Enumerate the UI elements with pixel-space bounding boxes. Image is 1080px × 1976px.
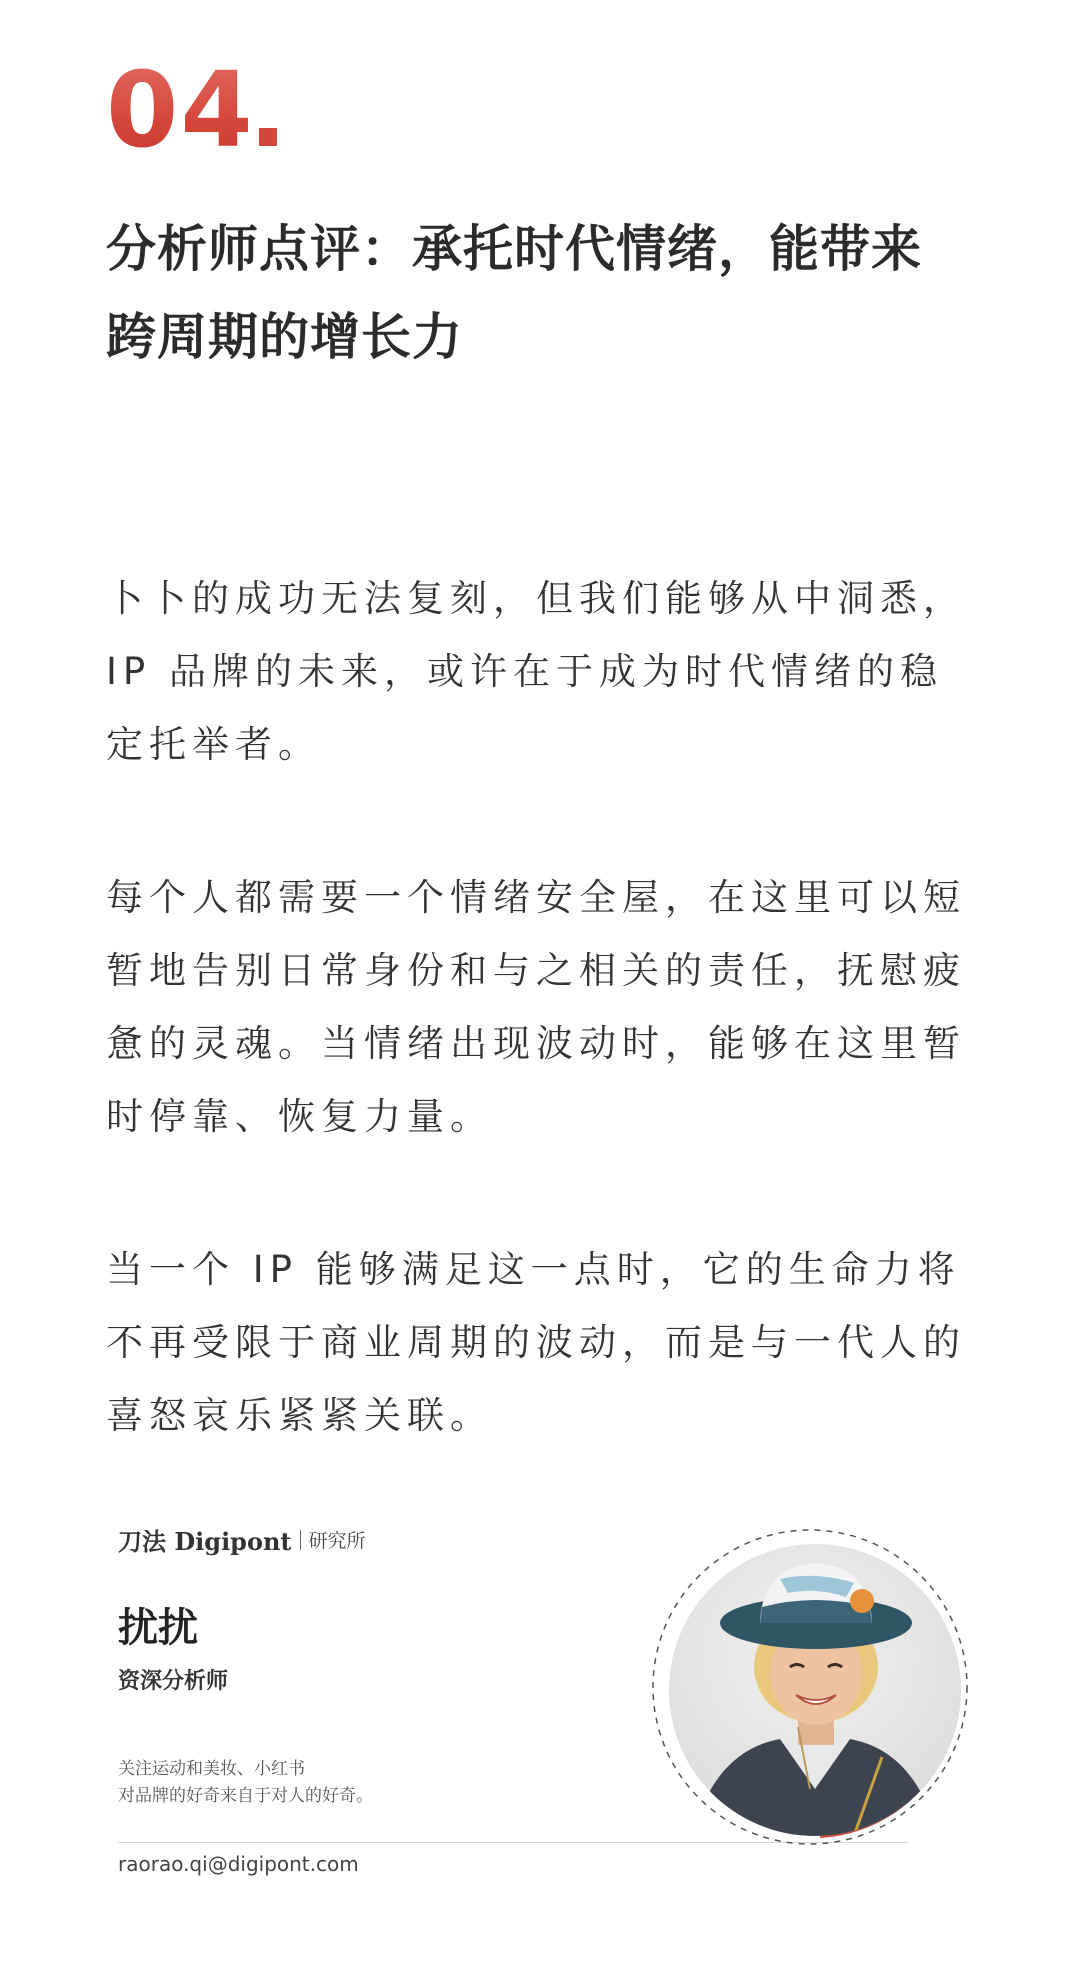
paragraph-line: 定托举者。 <box>106 723 321 766</box>
org-brand: 刀法 Digipont <box>118 1527 292 1556</box>
author-avatar <box>650 1527 970 1847</box>
avatar-illustration <box>650 1527 970 1847</box>
paragraph-line: 惫的灵魂。当情绪出现波动时，能够在这里暂 <box>106 1022 966 1065</box>
org-logo <box>118 1522 366 1557</box>
author-bio <box>118 1756 373 1810</box>
paragraph-line: 卜卜的成功无法复刻，但我们能够从中洞悉， <box>106 577 966 620</box>
author-role: 资深分析师 <box>118 1669 229 1694</box>
paragraph-line: 时停靠、恢复力量。 <box>106 1095 493 1138</box>
section-number-dot <box>259 128 277 146</box>
section-heading <box>106 205 986 381</box>
paragraph-1 <box>106 562 986 781</box>
paragraph-line: 不再受限于商业周期的波动，而是与一代人的 <box>106 1321 966 1364</box>
paragraph-line: IP 品牌的未来，或许在于成为时代情绪的稳 <box>106 650 943 693</box>
bio-line: 关注运动和美妆、小红书 <box>118 1759 305 1779</box>
heading-line: 分析师点评：承托时代情绪，能带来 <box>106 220 922 278</box>
paragraph-line: 喜怒哀乐紧紧关联。 <box>106 1394 493 1437</box>
paragraph-line: 当一个 IP 能够满足这一点时，它的生命力将 <box>106 1248 961 1291</box>
bio-line: 对品牌的好奇来自于对人的好奇。 <box>118 1786 373 1806</box>
author-name: 扰扰 <box>118 1605 198 1651</box>
paragraph-line: 每个人都需要一个情绪安全屋，在这里可以短 <box>106 876 966 919</box>
org-separator <box>300 1530 301 1550</box>
section-number: 04 <box>106 58 277 162</box>
org-institute: 研究所 <box>308 1530 366 1552</box>
paragraph-2 <box>106 861 986 1153</box>
paragraph-line: 暂地告别日常身份和与之相关的责任，抚慰疲 <box>106 949 966 992</box>
paragraph-3 <box>106 1233 986 1452</box>
article-body <box>106 562 986 1532</box>
heading-line: 跨周期的增长力 <box>106 308 463 366</box>
author-email[interactable]: raorao.qi@digipont.com <box>118 1852 359 1876</box>
